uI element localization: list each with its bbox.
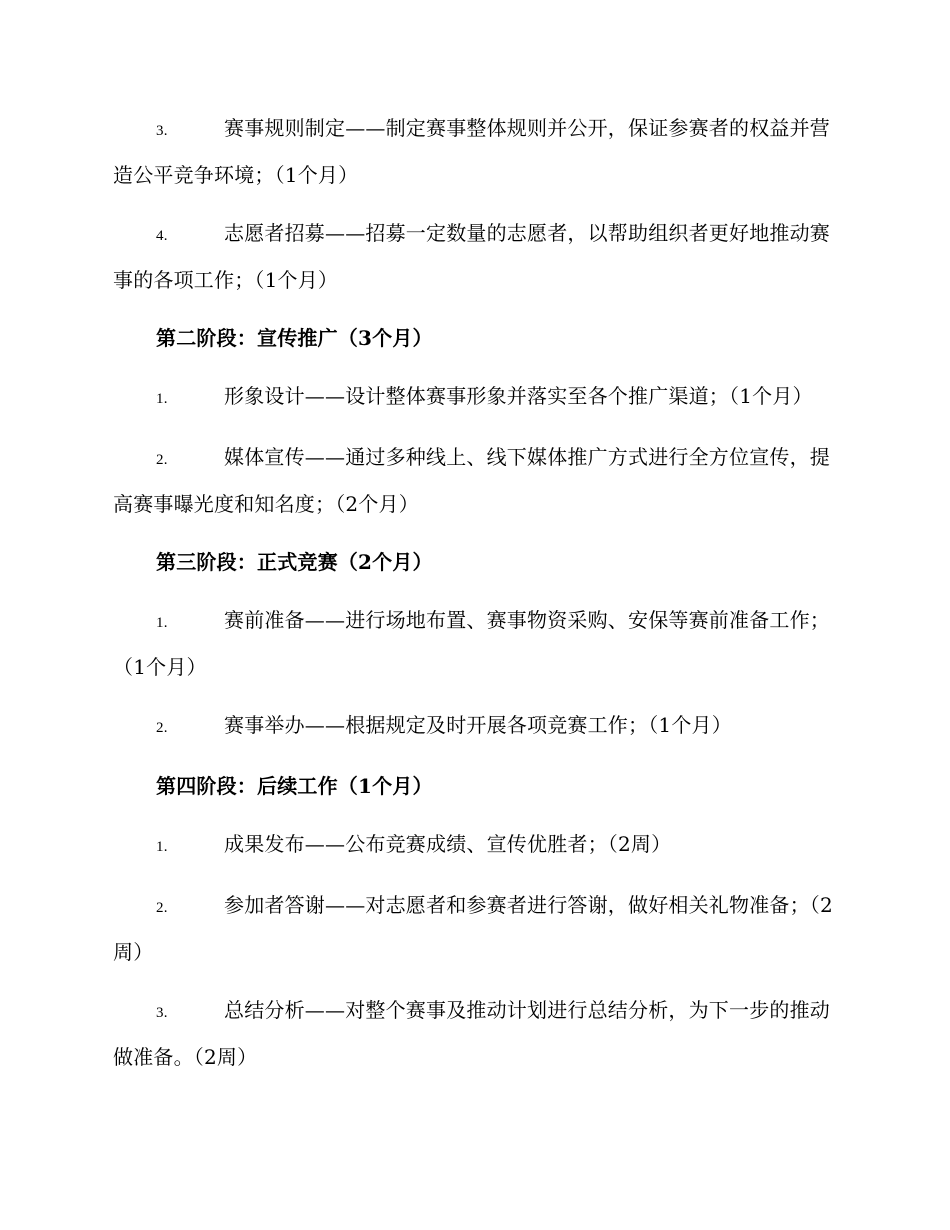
item-text: 赛前准备——进行场地布置、赛事物资采购、安保等赛前准备工作；（1个月） — [113, 608, 830, 679]
item-number: 1. — [156, 391, 168, 407]
list-item — [113, 435, 835, 526]
list-item — [113, 374, 835, 421]
item-number: 2. — [156, 452, 168, 468]
item-number: 4. — [156, 228, 168, 244]
list-item — [113, 211, 835, 302]
list-item — [113, 106, 835, 197]
item-number: 2. — [156, 900, 168, 916]
item-text: 媒体宣传——通过多种线上、线下媒体推广方式进行全方位宣传，提高赛事曝光度和知名度；（2个月） — [113, 445, 830, 516]
list-item — [113, 703, 835, 750]
item-text: 总结分析——对整个赛事及推动计划进行总结分析，为下一步的推动做准备。（2周） — [113, 998, 830, 1069]
list-item — [113, 598, 835, 689]
item-text: 赛事举办——根据规定及时开展各项竞赛工作；（1个月） — [224, 713, 732, 737]
item-number: 3. — [156, 1005, 168, 1021]
item-text: 志愿者招募——招募一定数量的志愿者，以帮助组织者更好地推动赛事的各项工作；（1个月） — [113, 221, 830, 292]
phase-heading: 第二阶段：宣传推广（3个月） — [156, 326, 433, 350]
list-item — [113, 988, 835, 1079]
list-item — [113, 822, 835, 869]
item-text: 形象设计——设计整体赛事形象并落实至各个推广渠道；（1个月） — [224, 384, 813, 408]
item-text: 参加者答谢——对志愿者和参赛者进行答谢，做好相关礼物准备；（2周） — [113, 893, 833, 964]
phase-heading: 第四阶段：后续工作（1个月） — [156, 774, 433, 798]
item-text: 赛事规则制定——制定赛事整体规则并公开，保证参赛者的权益并营造公平竞争环境；（1个月） — [113, 116, 830, 187]
item-number: 2. — [156, 720, 168, 736]
item-number: 1. — [156, 615, 168, 631]
item-number: 1. — [156, 839, 168, 855]
item-text: 成果发布——公布竞赛成绩、宣传优胜者；（2周） — [224, 832, 672, 856]
list-item — [113, 883, 835, 974]
item-number: 3. — [156, 123, 168, 139]
phase-heading: 第三阶段：正式竞赛（2个月） — [156, 550, 433, 574]
